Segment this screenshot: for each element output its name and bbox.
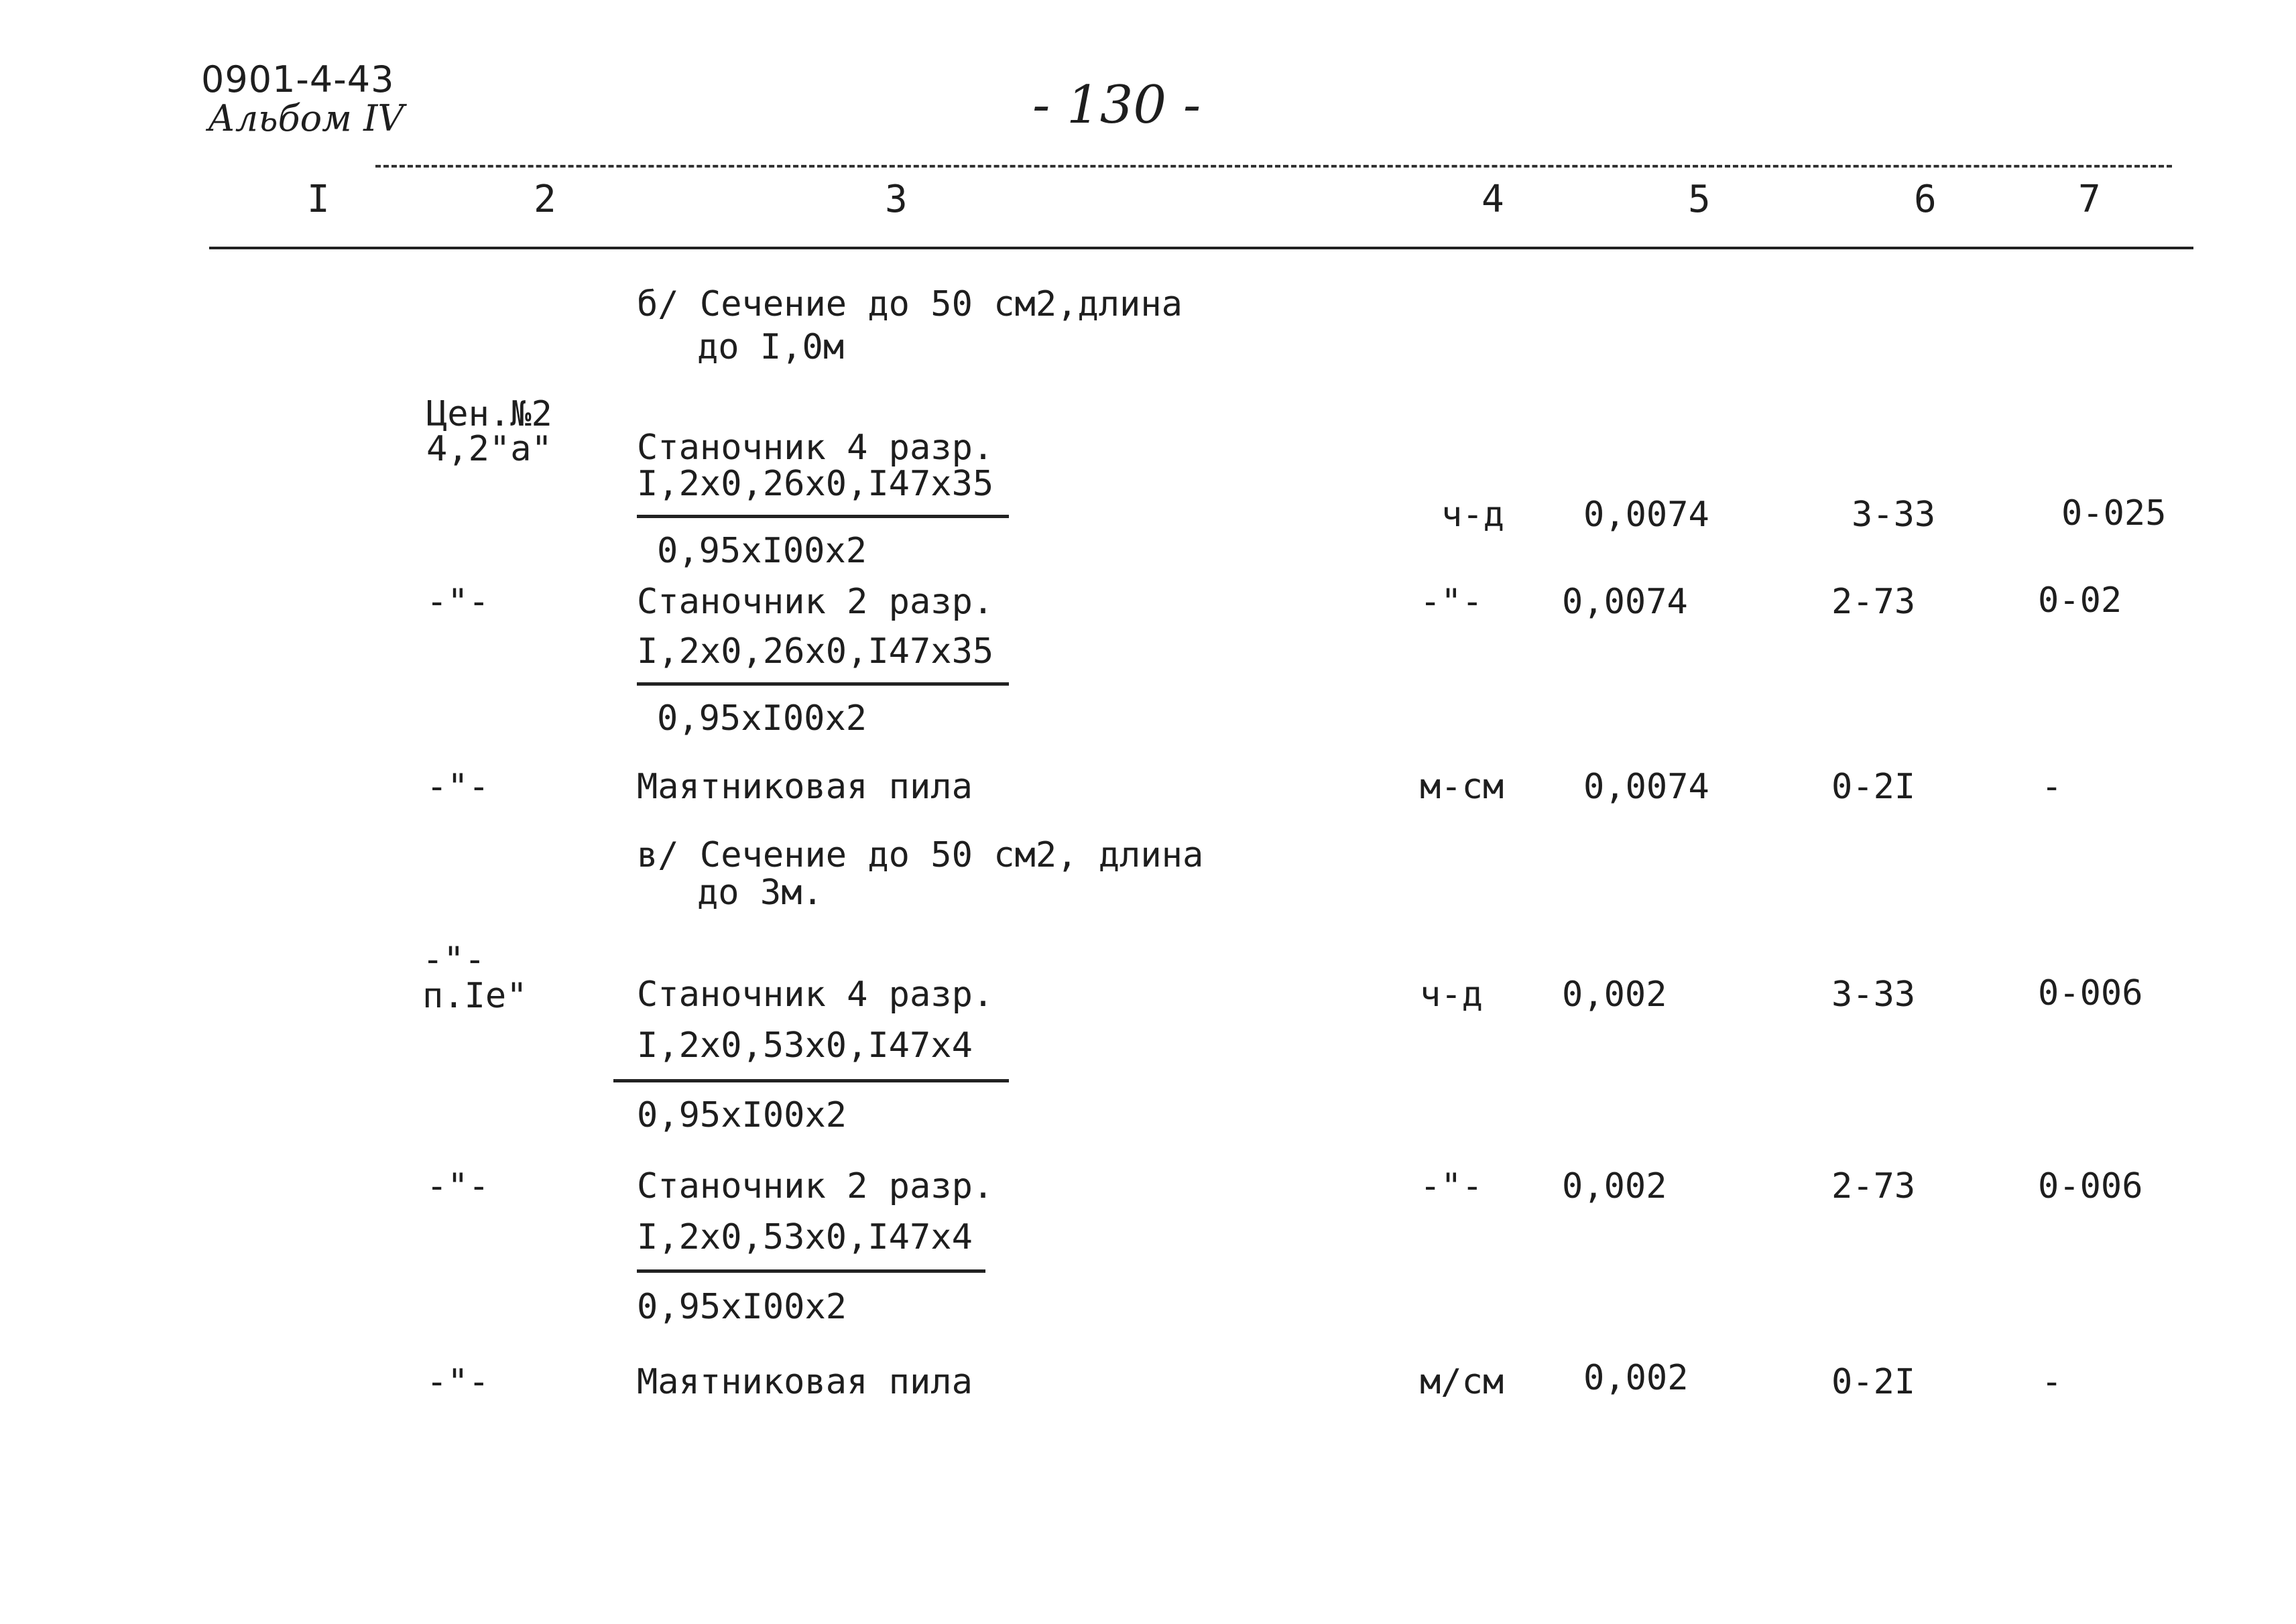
row4-name: Станочник 4 разр. xyxy=(637,975,994,1015)
row4-numerator: I,2х0,53х0,I47х4 xyxy=(637,1025,973,1066)
row5-ditto: -"- xyxy=(426,1166,489,1206)
column-header-4: 4 xyxy=(1482,178,1504,221)
row5-unit: -"- xyxy=(1420,1166,1483,1206)
row2-denominator: 0,95хI00х2 xyxy=(657,698,867,739)
album-label: Альбом IV xyxy=(208,97,404,139)
section-b-heading-line1: б/ Сечение до 50 см2,длина xyxy=(637,284,1183,324)
section-v-heading-line2: до 3м. xyxy=(697,873,823,913)
row6-ditto: -"- xyxy=(426,1362,489,1402)
row5-value: 0,002 xyxy=(1562,1166,1667,1206)
row2-cost: 0-02 xyxy=(2038,580,2122,621)
page-number: - 130 - xyxy=(1032,75,1201,135)
row5-fraction-line xyxy=(637,1269,985,1273)
row2-unit: -"- xyxy=(1420,582,1483,622)
row4-value: 0,002 xyxy=(1562,975,1667,1015)
row4-item: п.Iе" xyxy=(422,976,528,1016)
row3-value: 0,0074 xyxy=(1583,767,1709,807)
section-b-heading-line2: до I,0м xyxy=(697,327,845,367)
row4-fraction-line xyxy=(613,1079,1009,1082)
section-v-heading-line1: в/ Сечение до 50 см2, длина xyxy=(637,835,1204,875)
row1-value: 0,0074 xyxy=(1583,495,1709,535)
column-header-7: 7 xyxy=(2078,178,2101,221)
document-code: 0901-4-43 xyxy=(201,58,395,101)
row3-unit: м-см xyxy=(1420,767,1504,807)
row4-denominator: 0,95хI00х2 xyxy=(637,1095,847,1135)
row2-ditto: -"- xyxy=(426,582,489,622)
column-header-2: 2 xyxy=(534,178,556,221)
column-header-3: 3 xyxy=(885,178,908,221)
table-top-rule xyxy=(375,165,2172,168)
row5-rate: 2-73 xyxy=(1831,1166,1916,1206)
row6-name: Маятниковая пила xyxy=(637,1362,973,1402)
row4-cost: 0-006 xyxy=(2038,973,2143,1013)
row6-cost: - xyxy=(2041,1362,2063,1402)
row3-ditto: -"- xyxy=(426,767,489,807)
row2-value: 0,0074 xyxy=(1562,582,1688,622)
row4-unit: ч-д xyxy=(1420,975,1483,1015)
row6-value: 0,002 xyxy=(1583,1358,1689,1398)
row1-cost: 0-025 xyxy=(2061,493,2167,534)
row5-cost: 0-006 xyxy=(2038,1166,2143,1206)
column-header-6: 6 xyxy=(1914,178,1937,221)
row5-name: Станочник 2 разр. xyxy=(637,1166,994,1206)
row3-name: Маятниковая пила xyxy=(637,767,973,807)
row2-name: Станочник 2 разр. xyxy=(637,582,994,622)
row1-rate: 3-33 xyxy=(1852,495,1936,535)
row2-rate: 2-73 xyxy=(1831,582,1916,622)
row6-unit: м/см xyxy=(1420,1362,1504,1402)
row2-fraction-line xyxy=(637,682,1009,686)
row4-ditto: -"- xyxy=(422,940,485,980)
row1-price-item: 4,2"а" xyxy=(426,429,552,469)
column-header-1: I xyxy=(307,178,330,221)
row1-name: Станочник 4 разр. xyxy=(637,428,994,468)
row4-rate: 3-33 xyxy=(1831,975,1916,1015)
row3-rate: 0-2I xyxy=(1831,767,1916,807)
header-bottom-rule xyxy=(209,247,2193,249)
column-header-5: 5 xyxy=(1688,178,1711,221)
row5-numerator: I,2х0,53х0,I47х4 xyxy=(637,1217,973,1257)
row6-rate: 0-2I xyxy=(1831,1362,1916,1402)
row1-fraction-line xyxy=(637,515,1009,518)
row1-numerator: I,2х0,26х0,I47х35 xyxy=(637,464,994,504)
row1-denominator: 0,95хI00х2 xyxy=(657,531,867,571)
row1-price-ref: Цен.№2 xyxy=(426,394,552,434)
row3-cost: - xyxy=(2041,767,2063,807)
row2-numerator: I,2х0,26х0,I47х35 xyxy=(637,631,994,672)
row1-unit: ч-д xyxy=(1441,495,1504,535)
row5-denominator: 0,95хI00х2 xyxy=(637,1287,847,1327)
